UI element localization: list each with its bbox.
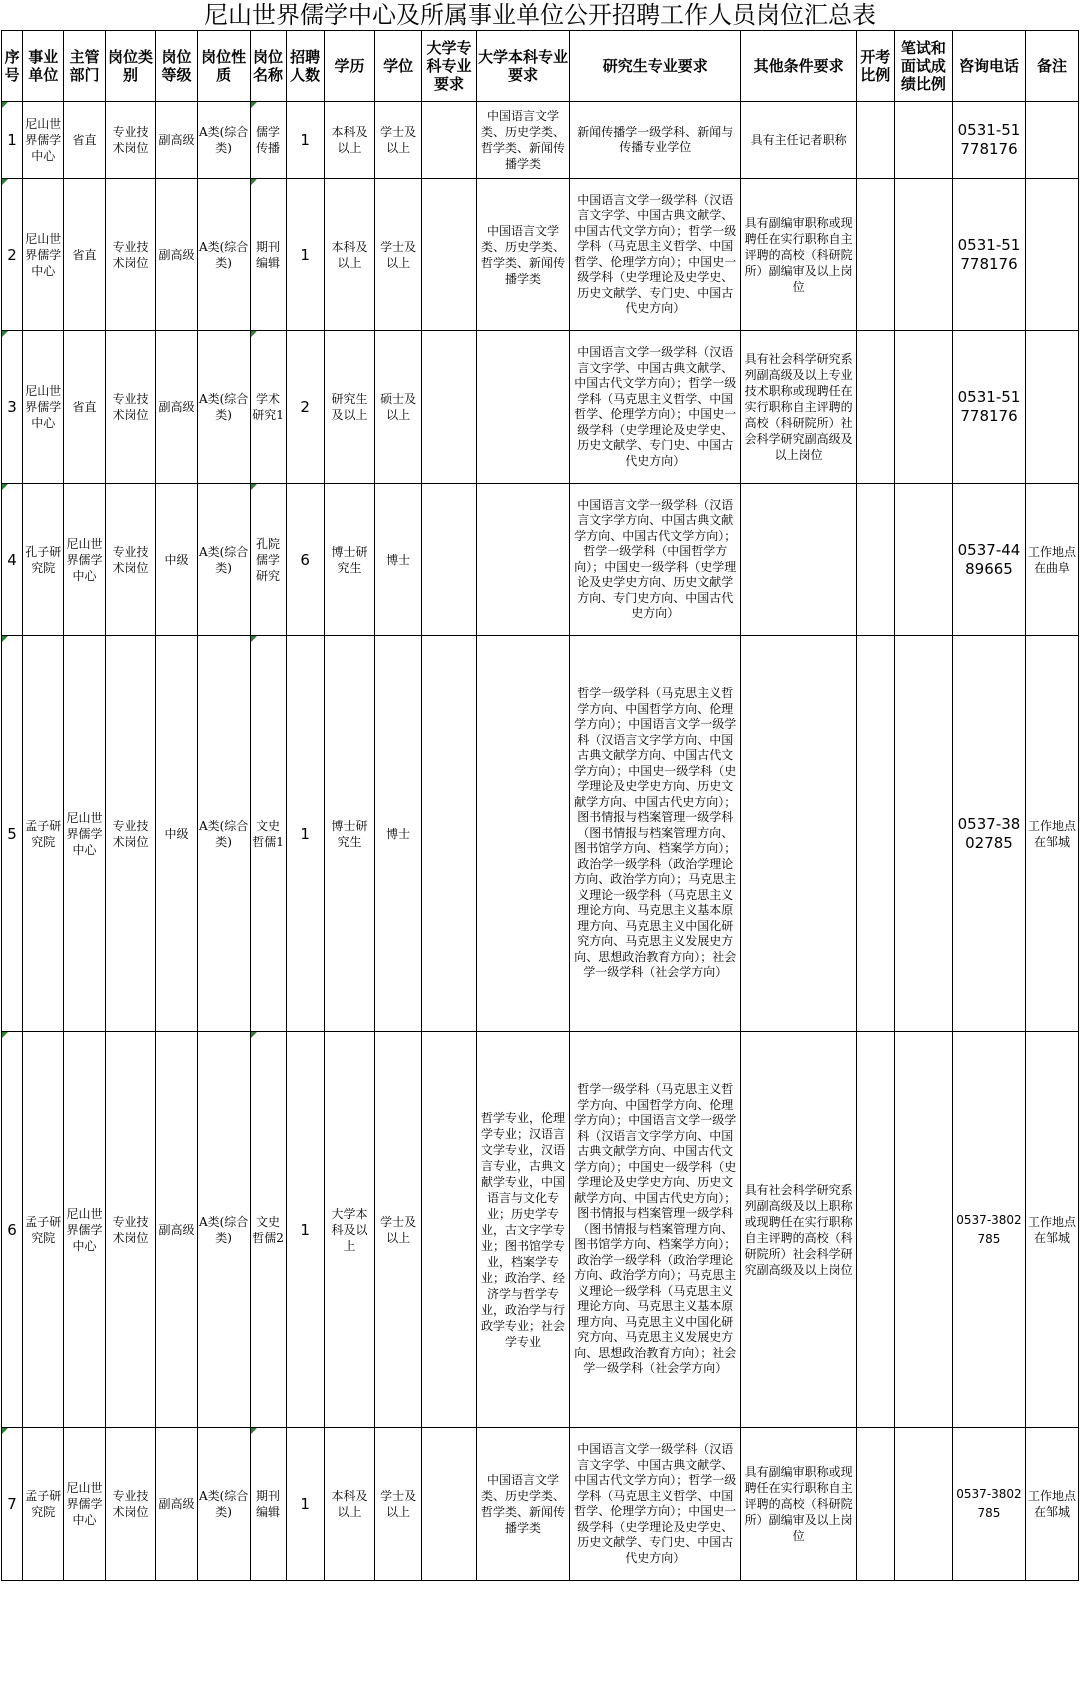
cell-comment-marker	[251, 636, 257, 642]
degree-text: 学士及以上	[380, 1489, 417, 1519]
unit-text: 孟子研究院	[25, 1489, 62, 1519]
cell-weight	[894, 1032, 952, 1428]
cell-unit	[23, 1428, 64, 1581]
cell-nature	[197, 1428, 250, 1581]
cell-level	[156, 1428, 197, 1581]
cell-degree	[375, 636, 422, 1032]
dept-text: 省直	[72, 400, 97, 414]
nature-text: A类(综合类)	[198, 544, 249, 575]
cell-comment-marker	[2, 484, 8, 490]
cell-ratio	[856, 102, 894, 179]
other-text: 具有副编审职称或现聘任在实行职称自主评聘的高校（科研院所）副编审及以上岗位	[744, 215, 853, 294]
cell-level	[156, 484, 197, 636]
cell-weight	[894, 179, 952, 331]
cell-level	[156, 179, 197, 331]
phone-text: 0537-3802785	[957, 814, 1021, 852]
cell-post	[250, 636, 286, 1032]
header-cell: 序号	[2, 31, 23, 102]
cell-post	[250, 1032, 286, 1428]
grad-text: 中国语言文学一级学科（汉语言文字学、中国古典文献学、中国古代文学方向）；哲学一级学科（马克思主义哲学、中国哲学、伦理学方向）；中国史一级学科（史学理论及史学史、历史文献学、专门史、中国古代史方向）	[574, 192, 737, 315]
no-text: 4	[7, 550, 17, 569]
nature-text: A类(综合类)	[198, 818, 249, 849]
grad-text: 中国语言文学一级学科（汉语言文字学、中国古典文献学、中国古代文学方向）；哲学一级学科（马克思主义哲学、中国哲学、伦理学方向）；中国史一级学科（史学理论及史学史、历史文献学、专门史、中国古代史方向）	[574, 345, 737, 468]
post-text: 文史哲儒1	[252, 818, 284, 849]
cat-text: 专业技术岗位	[112, 544, 149, 575]
cell-comment-marker	[251, 331, 257, 337]
nature-text: A类(综合类)	[198, 125, 249, 155]
cell-level	[156, 636, 197, 1032]
cat-text: 专业技术岗位	[112, 239, 149, 270]
cell-unit	[23, 1032, 64, 1428]
cell-post	[250, 331, 286, 484]
cell-note	[1025, 636, 1078, 1032]
edu-text: 博士研究生	[331, 544, 368, 575]
cell-edu	[324, 102, 375, 179]
dept-text: 尼山世界儒学中心	[66, 1481, 103, 1527]
cell-phone	[953, 636, 1026, 1032]
grad-text: 中国语言文学一级学科（汉语言文字学方向、中国古典文献学方向、中国古代文学方向）；哲学一级学科（中国哲学方向）；中国史一级学科（史学理论及史学史方向、历史文献学方向、专门史方向、中国古代史方向）	[574, 497, 737, 620]
grad-text: 中国语言文学一级学科（汉语言文字学、中国古典文献学、中国古代文学方向）；哲学一级学科（马克思主义哲学、中国哲学、伦理学方向）；中国史一级学科（史学理论及史学史、历史文献学、专门史、中国古代史方向）	[574, 1442, 737, 1565]
cell-count	[286, 179, 324, 331]
cat-text: 专业技术岗位	[112, 818, 149, 849]
unit-text: 孟子研究院	[25, 1214, 62, 1245]
cell-phone	[953, 179, 1026, 331]
degree-text: 学士及以上	[380, 125, 417, 155]
cell-degree	[375, 331, 422, 484]
other-text: 具有社会科学研究系列副高级及以上职称或现聘任在实行职称自主评聘的高校（科研院所）社会科学研究副高级及以上岗位	[744, 1182, 853, 1277]
cell-college	[421, 179, 476, 331]
cell-count	[286, 484, 324, 636]
cell-degree	[375, 1428, 422, 1581]
note-text: 工作地点在邹城	[1027, 1489, 1076, 1519]
phone-text: 0537-3802785	[956, 1212, 1022, 1246]
header-cell: 研究生专业要求	[570, 31, 741, 102]
dept-text: 省直	[72, 247, 97, 262]
cell-level	[156, 1032, 197, 1428]
cell-count	[286, 636, 324, 1032]
dept-text: 尼山世界儒学中心	[66, 810, 103, 857]
bachelor-text: 中国语言文学类、历史学类、哲学类、新闻传播学类	[480, 1473, 565, 1535]
no-text: 7	[7, 1495, 17, 1513]
cell-count	[286, 102, 324, 179]
cell-ratio	[856, 1032, 894, 1428]
table-row	[2, 1032, 1079, 1428]
degree-text: 博士	[386, 552, 411, 567]
cell-nature	[197, 102, 250, 179]
cell-cat	[105, 331, 156, 484]
header-row	[2, 31, 1079, 102]
cell-no	[2, 484, 23, 636]
cell-phone	[953, 484, 1026, 636]
cell-cat	[105, 1428, 156, 1581]
cell-nature	[197, 484, 250, 636]
level-text: 中级	[164, 826, 189, 841]
bachelor-text: 中国语言文学类、历史学类、哲学类、新闻传播学类	[480, 223, 565, 286]
cell-other	[741, 179, 856, 331]
bachelor-text: 中国语言文学类、历史学类、哲学类、新闻传播学类	[480, 109, 565, 171]
nature-text: A类(综合类)	[198, 392, 249, 422]
no-text: 1	[7, 131, 17, 149]
level-text: 副高级	[158, 133, 195, 147]
count-text: 1	[300, 131, 310, 149]
level-text: 副高级	[158, 400, 195, 414]
grad-text: 哲学一级学科（马克思主义哲学方向、中国哲学方向、伦理学方向）；中国语言文学一级学科（汉语言文字学方向、中国古典文献学方向、中国古代文学方向）；中国史一级学科（史学理论及史学史方向、历史文献学方向、中国古代史方向）；图书情报与档案管理一级学科（图书情报与档案管理方向、图书馆学方向、档案学方向）；政治学一级学科（政治学理论方向、政治学方向）；马克思主义理论一级学科（马克思主义理论方向、马克思主义基本原理方向、马克思主义中国化研究方向、马克思主义发展史方向、思想政治教育方向）；社会学一级学科（社会学方向）	[574, 1082, 737, 1376]
header-cell: 备注	[1025, 31, 1078, 102]
level-text: 副高级	[158, 247, 195, 262]
cell-phone	[953, 102, 1026, 179]
phone-text: 0537-3802785	[956, 1487, 1022, 1520]
positions-table	[1, 30, 1079, 1581]
cell-nature	[197, 1032, 250, 1428]
cell-weight	[894, 636, 952, 1032]
cell-nature	[197, 331, 250, 484]
cell-weight	[894, 1428, 952, 1581]
cell-other	[741, 484, 856, 636]
cell-bachelor	[476, 484, 569, 636]
cell-no	[2, 179, 23, 331]
cell-nature	[197, 179, 250, 331]
unit-text: 尼山世界儒学中心	[25, 117, 62, 163]
header-cell: 开考比例	[856, 31, 894, 102]
header-cell: 岗位性质	[197, 31, 250, 102]
no-text: 3	[7, 398, 17, 416]
level-text: 副高级	[158, 1497, 195, 1511]
cell-bachelor	[476, 102, 569, 179]
cell-college	[421, 331, 476, 484]
cell-grad	[570, 484, 741, 636]
cell-nature	[197, 636, 250, 1032]
cell-unit	[23, 484, 64, 636]
cell-phone	[953, 1032, 1026, 1428]
cell-unit	[23, 179, 64, 331]
post-text: 儒学传播	[256, 125, 281, 155]
degree-text: 学士及以上	[380, 1214, 417, 1245]
cell-comment-marker	[2, 102, 8, 108]
table-row	[2, 1428, 1079, 1581]
cell-no	[2, 102, 23, 179]
cell-comment-marker	[251, 1428, 257, 1434]
count-text: 1	[300, 1495, 310, 1513]
cell-unit	[23, 102, 64, 179]
cell-no	[2, 636, 23, 1032]
cell-no	[2, 331, 23, 484]
count-text: 1	[300, 824, 310, 843]
cell-dept	[64, 636, 105, 1032]
cell-level	[156, 331, 197, 484]
count-text: 1	[300, 245, 310, 264]
cell-edu	[324, 1032, 375, 1428]
cell-ratio	[856, 331, 894, 484]
post-text: 孔院儒学研究	[256, 536, 281, 583]
cell-phone	[953, 331, 1026, 484]
cat-text: 专业技术岗位	[112, 1214, 149, 1245]
other-text: 具有主任记者职称	[750, 133, 847, 147]
cell-grad	[570, 1428, 741, 1581]
cell-level	[156, 102, 197, 179]
cell-comment-marker	[2, 636, 8, 642]
cell-grad	[570, 1032, 741, 1428]
phone-text: 0537-4489665	[957, 540, 1021, 578]
cell-bachelor	[476, 179, 569, 331]
cell-dept	[64, 102, 105, 179]
table-row	[2, 636, 1079, 1032]
cell-bachelor	[476, 636, 569, 1032]
cell-ratio	[856, 1428, 894, 1581]
cell-comment-marker	[2, 179, 8, 185]
header-cell: 大学专科专业要求	[421, 31, 476, 102]
header-cell: 岗位类别	[105, 31, 156, 102]
header-cell: 岗位名称	[250, 31, 286, 102]
cell-grad	[570, 102, 741, 179]
header-cell: 主管部门	[64, 31, 105, 102]
cell-ratio	[856, 179, 894, 331]
count-text: 1	[300, 1220, 310, 1239]
degree-text: 硕士及以上	[380, 392, 417, 422]
page-title: 尼山世界儒学中心及所属事业单位公开招聘工作人员岗位汇总表	[204, 1, 876, 29]
post-text: 期刊编辑	[256, 239, 281, 270]
phone-text: 0531-51778176	[957, 121, 1021, 158]
cat-text: 专业技术岗位	[112, 125, 149, 155]
cell-note	[1025, 331, 1078, 484]
nature-text: A类(综合类)	[198, 1489, 249, 1519]
cell-bachelor	[476, 1428, 569, 1581]
phone-text: 0531-51778176	[957, 235, 1021, 273]
cell-comment-marker	[251, 1032, 257, 1038]
other-text: 具有副编审职称或现聘任在实行职称自主评聘的高校（科研院所）副编审及以上岗位	[744, 1465, 853, 1543]
cell-count	[286, 331, 324, 484]
cell-dept	[64, 1032, 105, 1428]
no-text: 6	[7, 1220, 17, 1239]
cell-post	[250, 102, 286, 179]
note-text: 工作地点在曲阜	[1027, 544, 1076, 575]
post-text: 期刊编辑	[256, 1489, 281, 1519]
unit-text: 孔子研究院	[25, 544, 62, 575]
no-text: 2	[7, 245, 17, 264]
edu-text: 本科及以上	[331, 1489, 368, 1519]
cell-college	[421, 102, 476, 179]
edu-text: 本科及以上	[331, 239, 368, 270]
grad-text: 哲学一级学科（马克思主义哲学方向、中国哲学方向、伦理学方向）；中国语言文学一级学科（汉语言文字学方向、中国古典文献学方向、中国古代文学方向）；中国史一级学科（史学理论及史学史方向、历史文献学方向、中国古代史方向）；图书情报与档案管理一级学科（图书情报与档案管理方向、图书馆学方向、档案学方向）；政治学一级学科（政治学理论方向、政治学方向）；马克思主义理论一级学科（马克思主义理论方向、马克思主义基本原理方向、马克思主义中国化研究方向、马克思主义发展史方向、思想政治教育方向）；社会学一级学科（社会学方向）	[574, 686, 737, 980]
cell-edu	[324, 331, 375, 484]
cell-note	[1025, 179, 1078, 331]
cell-comment-marker	[2, 331, 8, 337]
unit-text: 孟子研究院	[25, 818, 62, 849]
table-row	[2, 484, 1079, 636]
cat-text: 专业技术岗位	[112, 1489, 149, 1519]
cell-weight	[894, 484, 952, 636]
table-row	[2, 102, 1079, 179]
level-text: 副高级	[158, 1222, 195, 1237]
cell-ratio	[856, 636, 894, 1032]
note-text: 工作地点在邹城	[1027, 1214, 1076, 1245]
cell-weight	[894, 102, 952, 179]
cell-other	[741, 636, 856, 1032]
cell-post	[250, 1428, 286, 1581]
cell-weight	[894, 331, 952, 484]
cell-dept	[64, 484, 105, 636]
cell-comment-marker	[2, 1032, 8, 1038]
cell-college	[421, 484, 476, 636]
cell-post	[250, 484, 286, 636]
phone-text: 0531-51778176	[957, 388, 1021, 425]
dept-text: 尼山世界儒学中心	[66, 536, 103, 583]
cell-post	[250, 179, 286, 331]
cell-dept	[64, 179, 105, 331]
cell-phone	[953, 1428, 1026, 1581]
header-cell: 大学本科专业要求	[476, 31, 569, 102]
nature-text: A类(综合类)	[198, 239, 249, 270]
cell-college	[421, 636, 476, 1032]
no-text: 5	[7, 824, 17, 843]
cell-note	[1025, 1428, 1078, 1581]
cell-other	[741, 102, 856, 179]
cell-note	[1025, 484, 1078, 636]
cell-ratio	[856, 484, 894, 636]
count-text: 6	[300, 550, 310, 569]
cell-grad	[570, 179, 741, 331]
cat-text: 专业技术岗位	[112, 392, 149, 422]
post-text: 文史哲儒2	[252, 1214, 284, 1245]
cell-dept	[64, 1428, 105, 1581]
header-cell: 岗位等级	[156, 31, 197, 102]
table-row	[2, 179, 1079, 331]
edu-text: 博士研究生	[331, 818, 368, 849]
cell-note	[1025, 1032, 1078, 1428]
cell-college	[421, 1428, 476, 1581]
header-cell: 咨询电话	[953, 31, 1026, 102]
header-cell: 招聘人数	[286, 31, 324, 102]
cell-cat	[105, 484, 156, 636]
cell-count	[286, 1428, 324, 1581]
unit-text: 尼山世界儒学中心	[25, 231, 62, 278]
cell-other	[741, 331, 856, 484]
header-cell: 学历	[324, 31, 375, 102]
degree-text: 博士	[386, 826, 411, 841]
cell-cat	[105, 1032, 156, 1428]
cell-degree	[375, 179, 422, 331]
cell-cat	[105, 179, 156, 331]
cell-other	[741, 1032, 856, 1428]
table-row	[2, 331, 1079, 484]
edu-text: 大学本科及以上	[331, 1206, 368, 1253]
header-cell: 其他条件要求	[741, 31, 856, 102]
cell-degree	[375, 484, 422, 636]
degree-text: 学士及以上	[380, 239, 417, 270]
cell-no	[2, 1428, 23, 1581]
bachelor-text: 哲学专业，伦理学专业；汉语言文学专业，汉语言专业，古典文献学专业，中国语言与文化专业；历史学专业，古文字学专业；图书馆学专业，档案学专业；政治学、经济学与哲学专业，政治学与行政学专业；社会学专业	[480, 1110, 565, 1349]
cell-comment-marker	[2, 1428, 8, 1434]
cell-edu	[324, 636, 375, 1032]
cell-note	[1025, 102, 1078, 179]
cell-grad	[570, 331, 741, 484]
cell-comment-marker	[251, 102, 257, 108]
cell-edu	[324, 1428, 375, 1581]
count-text: 2	[300, 398, 310, 416]
cell-comment-marker	[251, 179, 257, 185]
cell-comment-marker	[251, 484, 257, 490]
cell-count	[286, 1032, 324, 1428]
note-text: 工作地点在邹城	[1027, 818, 1076, 849]
grad-text: 新闻传播学一级学科、新闻与传播专业学位	[577, 124, 734, 154]
cell-edu	[324, 484, 375, 636]
cell-unit	[23, 331, 64, 484]
cell-other	[741, 1428, 856, 1581]
dept-text: 尼山世界儒学中心	[66, 1206, 103, 1253]
dept-text: 省直	[72, 133, 97, 147]
cell-grad	[570, 636, 741, 1032]
cell-college	[421, 1032, 476, 1428]
cell-dept	[64, 331, 105, 484]
edu-text: 本科及以上	[331, 125, 368, 155]
cell-bachelor	[476, 331, 569, 484]
edu-text: 研究生及以上	[331, 392, 368, 422]
header-cell: 学位	[375, 31, 422, 102]
cell-cat	[105, 636, 156, 1032]
header-cell: 事业单位	[23, 31, 64, 102]
unit-text: 尼山世界儒学中心	[25, 384, 62, 430]
cell-cat	[105, 102, 156, 179]
header-cell: 笔试和面试成绩比例	[894, 31, 952, 102]
cell-degree	[375, 1032, 422, 1428]
nature-text: A类(综合类)	[198, 1214, 249, 1245]
cell-no	[2, 1032, 23, 1428]
level-text: 中级	[164, 552, 189, 567]
cell-bachelor	[476, 1032, 569, 1428]
other-text: 具有社会科学研究系列副高级及以上专业技术职称或现聘任在实行职称自主评聘的高校（科研院所）社会科学研究副高级及以上岗位	[744, 352, 853, 462]
cell-edu	[324, 179, 375, 331]
cell-degree	[375, 102, 422, 179]
cell-unit	[23, 636, 64, 1032]
post-text: 学术研究1	[252, 392, 284, 422]
